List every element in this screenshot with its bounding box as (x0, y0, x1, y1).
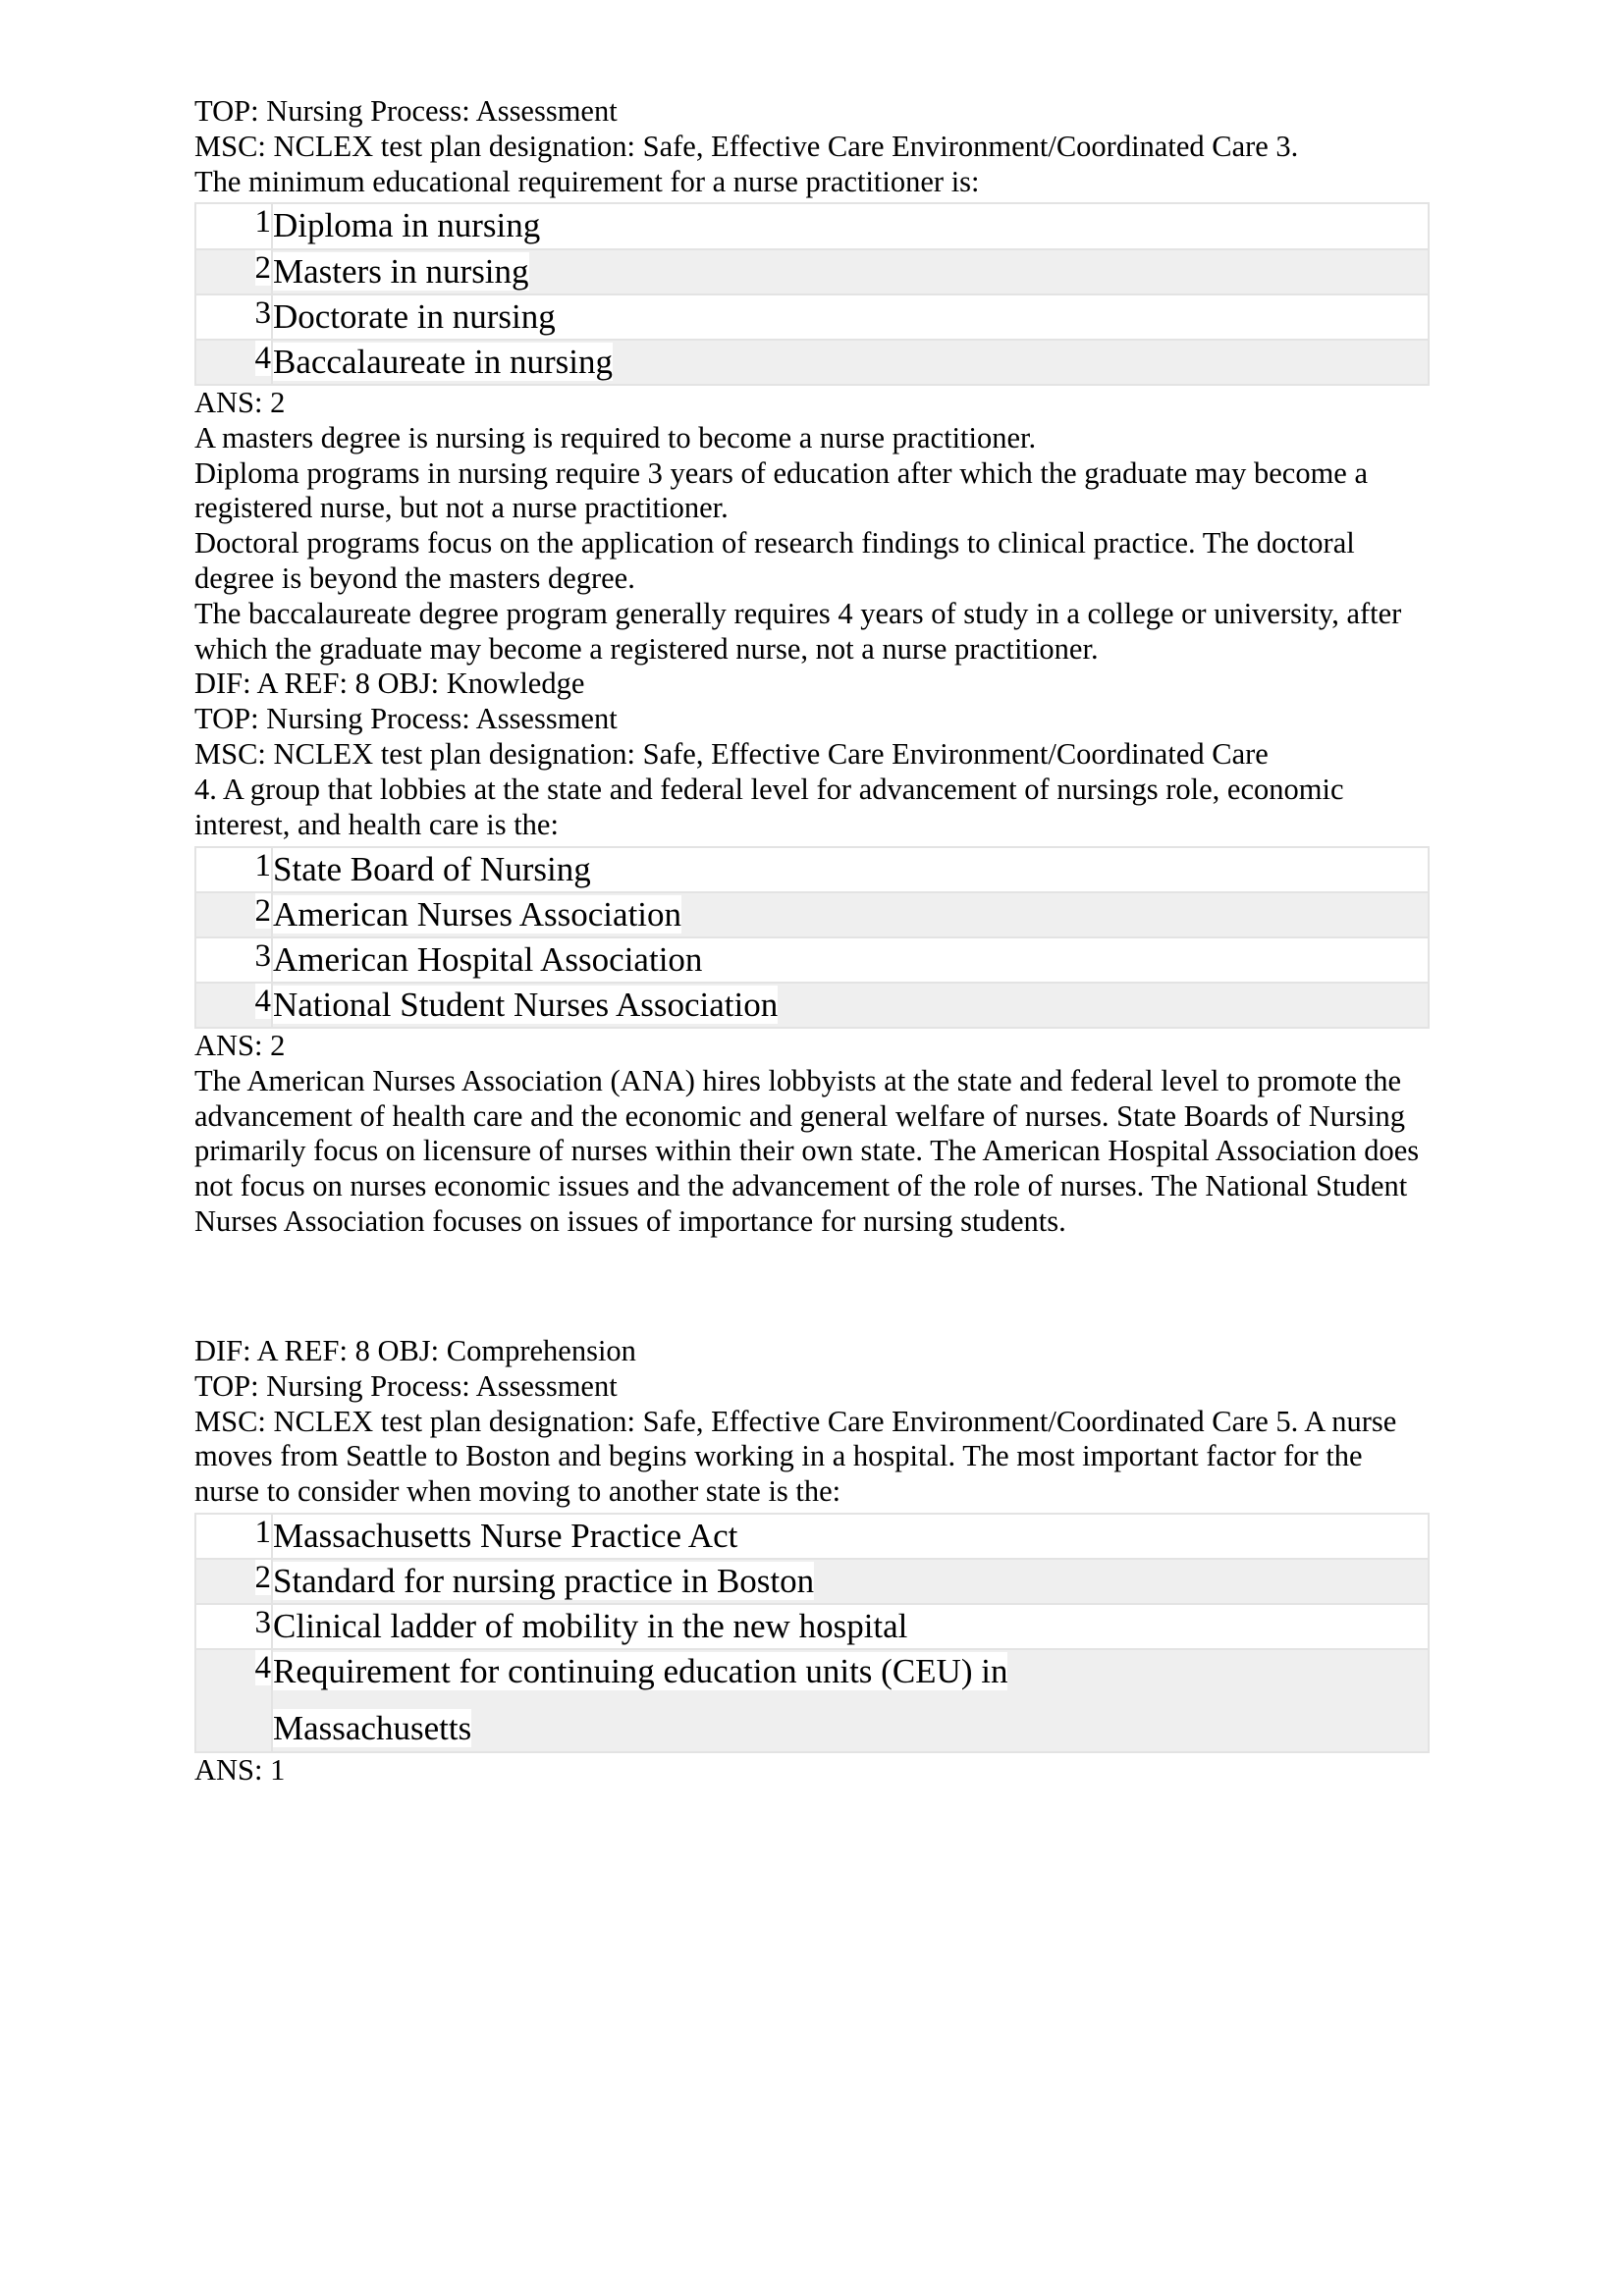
option-text-cell[interactable] (272, 892, 1429, 937)
table-row[interactable] (195, 340, 1429, 385)
option-label: American Nurses Association (273, 894, 682, 934)
question-5-options-table (194, 1513, 1430, 1752)
table-row[interactable] (195, 1559, 1429, 1604)
option-label: Standard for nursing practice in Boston (273, 1562, 815, 1601)
option-number-text: 4 (254, 1650, 271, 1686)
table-row[interactable] (195, 294, 1429, 340)
option-label: Massachusetts Nurse Practice Act (273, 1517, 738, 1556)
option-label: State Board of Nursing (273, 849, 591, 888)
option-number-text: 2 (254, 1560, 271, 1596)
table-row[interactable] (195, 1514, 1429, 1559)
option-text-cell[interactable] (272, 1514, 1429, 1559)
option-number-text: 3 (254, 294, 271, 331)
header-line-top: TOP: Nursing Process: Assessment (194, 94, 618, 128)
question-3-meta-dif: DIF: A REF: 8 OBJ: Knowledge (194, 667, 585, 701)
question-4-meta-dif: DIF: A REF: 8 OBJ: Comprehension (194, 1333, 636, 1367)
option-label: Diploma in nursing (273, 206, 541, 245)
table-row[interactable] (195, 847, 1429, 892)
option-number (195, 847, 272, 892)
option-text-cell[interactable] (272, 1649, 1429, 1751)
option-label-continued: Massachusetts (273, 1709, 472, 1748)
option-number (195, 340, 272, 385)
question-3-answer: ANS: 2 (194, 385, 286, 419)
option-number-text: 2 (254, 249, 271, 286)
option-number (195, 1649, 272, 1751)
option-label: American Hospital Association (273, 939, 703, 979)
option-label: Masters in nursing (273, 251, 529, 291)
option-text-cell[interactable] (272, 340, 1429, 385)
question-3-rationale-1: A masters degree is nursing is required to become a nurse practitioner. (194, 420, 1037, 454)
question-3-meta-top: TOP: Nursing Process: Assessment (194, 702, 618, 736)
option-number-text: 1 (254, 1515, 271, 1551)
table-row[interactable] (195, 249, 1429, 294)
option-text-cell[interactable] (272, 203, 1429, 248)
option-number (195, 249, 272, 294)
option-text-cell[interactable] (272, 1559, 1429, 1604)
question-5-stem: MSC: NCLEX test plan designation: Safe, Effective Care Environment/Coordinated Care 5. A nurse moves from Seattle to Boston and begins working in a hospital. The most important factor for the nurse to consider when moving to another state is the: (194, 1404, 1397, 1509)
option-text-cell[interactable] (272, 937, 1429, 983)
question-5-answer: ANS: 1 (194, 1752, 286, 1787)
option-number (195, 983, 272, 1028)
option-text-cell[interactable] (272, 983, 1429, 1028)
question-3-options-table (194, 202, 1430, 385)
option-label: Clinical ladder of mobility in the new hospital (273, 1607, 908, 1646)
question-4-rationale: The American Nurses Association (ANA) hires lobbyists at the state and federal level to promote the advancement of health care and the economic and general welfare of nurses. State Boards of Nursing primarily focus on licensure of nurses within their own state. The American Hospital Association does not focus on nurses economic issues and the advancement of the role of nurses. The National Student Nurses Association focuses on issues of importance for nursing students. (194, 1063, 1420, 1239)
question-3-meta-msc: MSC: NCLEX test plan designation: Safe, Effective Care Environment/Coordinated Care (194, 737, 1269, 772)
option-number-text: 3 (254, 937, 271, 974)
option-number (195, 203, 272, 248)
table-row[interactable] (195, 1604, 1429, 1649)
option-number-text: 3 (254, 1605, 271, 1641)
section-spacer (194, 1240, 1430, 1334)
question-4-stem: 4. A group that lobbies at the state and federal level for advancement of nursings role, economic interest, and health care is the: (194, 772, 1344, 841)
table-row[interactable] (195, 203, 1429, 248)
option-number-text: 1 (254, 204, 271, 240)
option-number (195, 892, 272, 937)
option-text-cell[interactable] (272, 847, 1429, 892)
option-number (195, 294, 272, 340)
table-row[interactable] (195, 1649, 1429, 1751)
table-row[interactable] (195, 983, 1429, 1028)
option-number-text: 4 (254, 340, 271, 376)
option-number (195, 1514, 272, 1559)
document-body (194, 94, 1430, 1788)
option-number-text: 2 (254, 892, 271, 929)
header-line-msc: MSC: NCLEX test plan designation: Safe, Effective Care Environment/Coordinated Care 3. (194, 129, 1299, 163)
question-3-rationale-3: Doctoral programs focus on the application of research findings to clinical practice. The doctoral degree is beyond the masters degree. (194, 526, 1355, 595)
option-label: Baccalaureate in nursing (273, 342, 613, 381)
option-label: Doctorate in nursing (273, 296, 556, 336)
option-text-cell[interactable] (272, 1604, 1429, 1649)
question-4-answer: ANS: 2 (194, 1029, 286, 1062)
option-label: Requirement for continuing education units (CEU) in (273, 1652, 1008, 1691)
question-3-stem: The minimum educational requirement for a nurse practitioner is: (194, 164, 980, 198)
option-number-text: 1 (254, 847, 271, 883)
table-row[interactable] (195, 937, 1429, 983)
option-number (195, 1559, 272, 1604)
option-label: National Student Nurses Association (273, 985, 779, 1024)
option-text-cell[interactable] (272, 249, 1429, 294)
option-number (195, 1604, 272, 1649)
question-3-rationale-2: Diploma programs in nursing require 3 years of education after which the graduate may become a registered nurse, but not a nurse practitioner. (194, 455, 1368, 525)
option-number-text: 4 (254, 983, 271, 1019)
option-text-cell[interactable] (272, 294, 1429, 340)
question-4-meta-top: TOP: Nursing Process: Assessment (194, 1368, 618, 1403)
question-3-rationale-4: The baccalaureate degree program generally requires 4 years of study in a college or university, after which the graduate may become a registered nurse, not a nurse practitioner. (194, 596, 1402, 666)
table-row[interactable] (195, 892, 1429, 937)
question-4-options-table (194, 846, 1430, 1029)
option-number (195, 937, 272, 983)
